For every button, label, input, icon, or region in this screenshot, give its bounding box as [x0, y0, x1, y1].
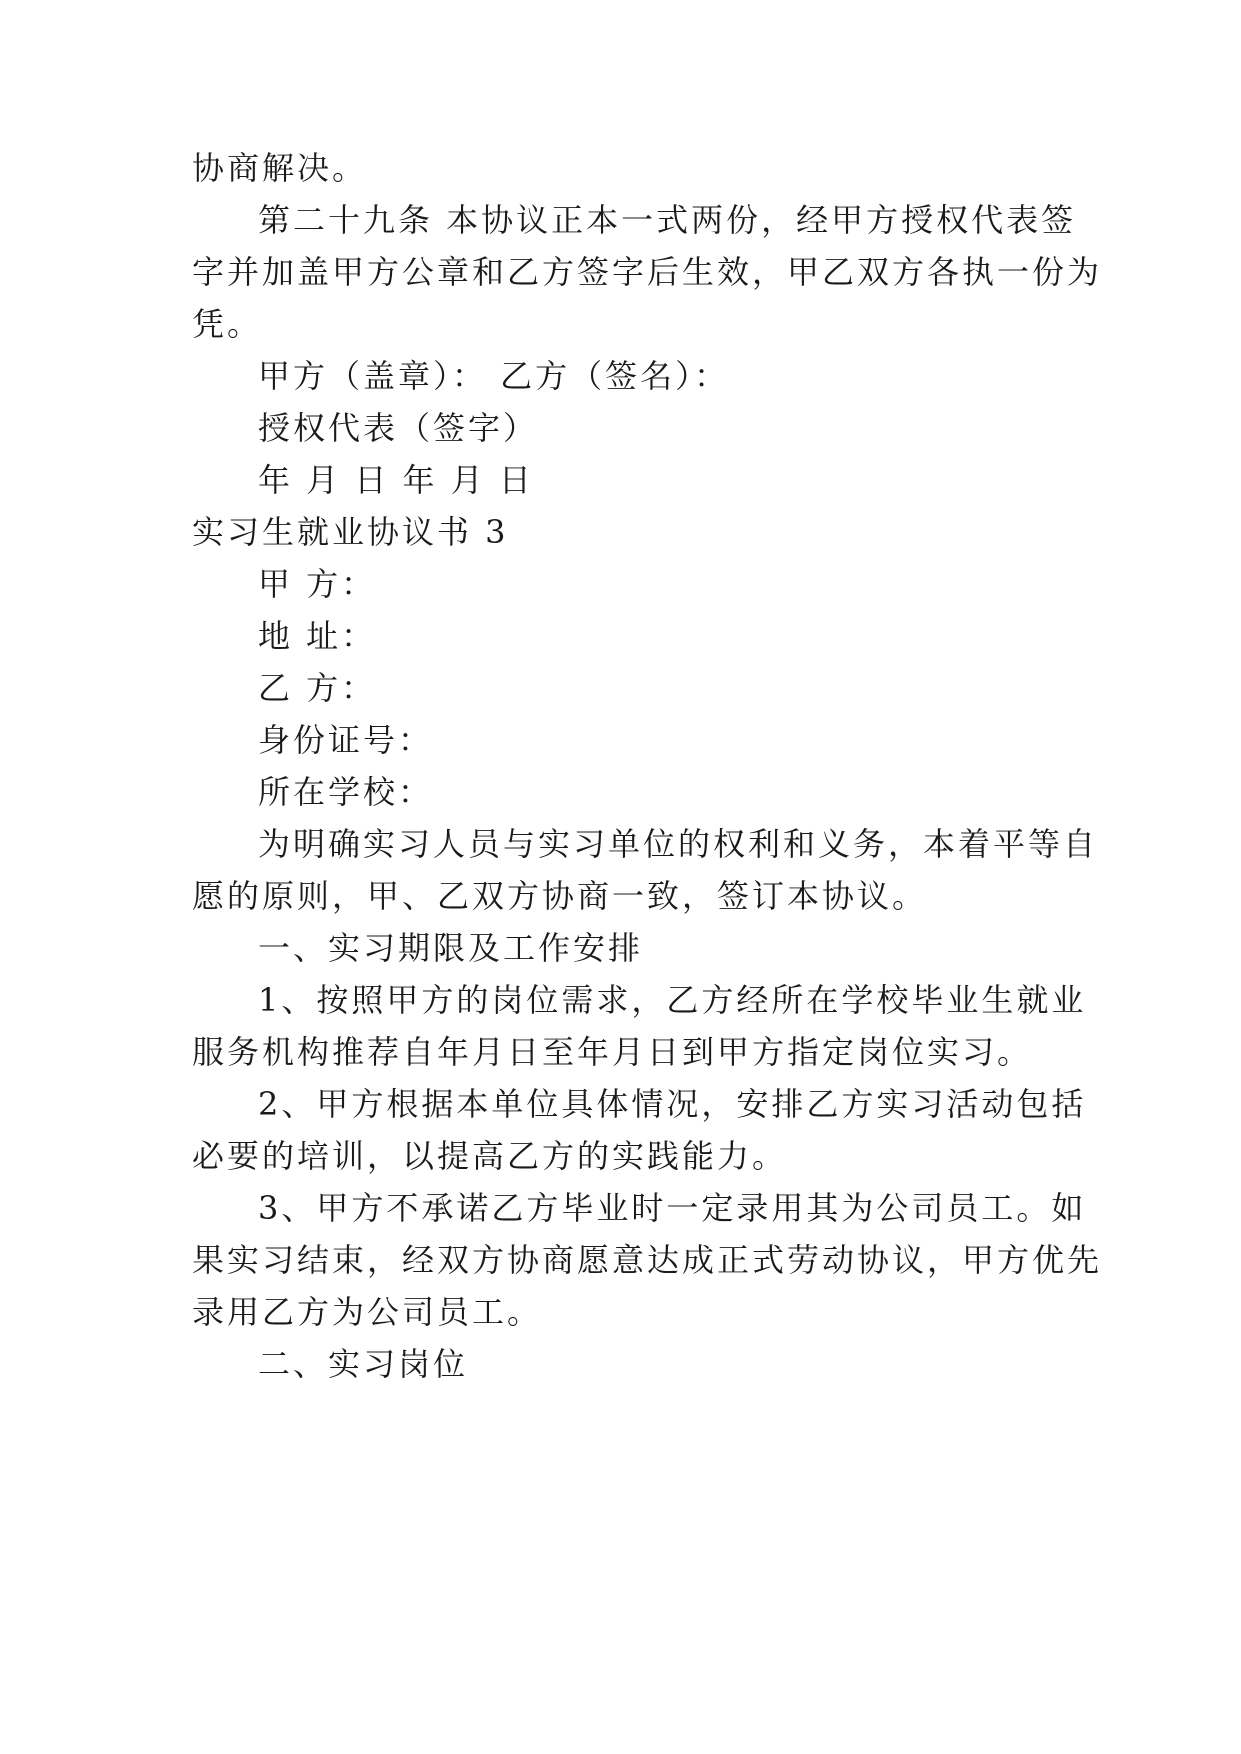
- text-line-1: 协商解决。: [192, 149, 368, 187]
- date-line: 年 月 日 年 月 日: [258, 461, 534, 499]
- party-b-field: 乙 方：: [258, 669, 377, 707]
- text-line-20: 必要的培训，以提高乙方的实践能力。: [192, 1137, 788, 1175]
- text-line-2: 第二十九条 本协议正本一式两份，经甲方授权代表签: [258, 201, 1077, 239]
- text-line-4: 凭。: [192, 305, 263, 343]
- text-line-17: 1、按照甲方的岗位需求，乙方经所在学校毕业生就业: [258, 981, 1087, 1019]
- id-number-field: 身份证号：: [258, 721, 434, 759]
- party-a-field: 甲 方：: [258, 565, 377, 603]
- heading-1: 一、实习期限及工作安排: [258, 929, 644, 967]
- text-line-18: 服务机构推荐自年月日至年月日到甲方指定岗位实习。: [192, 1033, 1033, 1071]
- authorized-representative-line: 授权代表（签字）: [258, 409, 539, 447]
- text-line-3: 字并加盖甲方公章和乙方签字后生效，甲乙双方各执一份为: [192, 253, 1103, 291]
- heading-2: 二、实习岗位: [258, 1345, 469, 1383]
- signature-parties-line: 甲方（盖章）： 乙方（签名）：: [258, 357, 730, 395]
- text-line-21: 3、甲方不承诺乙方毕业时一定录用其为公司员工。如: [258, 1189, 1087, 1227]
- text-line-15: 愿的原则，甲、乙双方协商一致，签订本协议。: [192, 877, 928, 915]
- school-field: 所在学校：: [258, 773, 434, 811]
- text-line-23: 录用乙方为公司员工。: [192, 1293, 543, 1331]
- section-title: 实习生就业协议书 3: [192, 513, 509, 551]
- text-line-19: 2、甲方根据本单位具体情况，安排乙方实习活动包括: [258, 1085, 1087, 1123]
- text-line-14: 为明确实习人员与实习单位的权利和义务，本着平等自: [258, 825, 1099, 863]
- text-line-22: 果实习结束，经双方协商愿意达成正式劳动协议，甲方优先: [192, 1241, 1103, 1279]
- address-field: 地 址：: [258, 617, 377, 655]
